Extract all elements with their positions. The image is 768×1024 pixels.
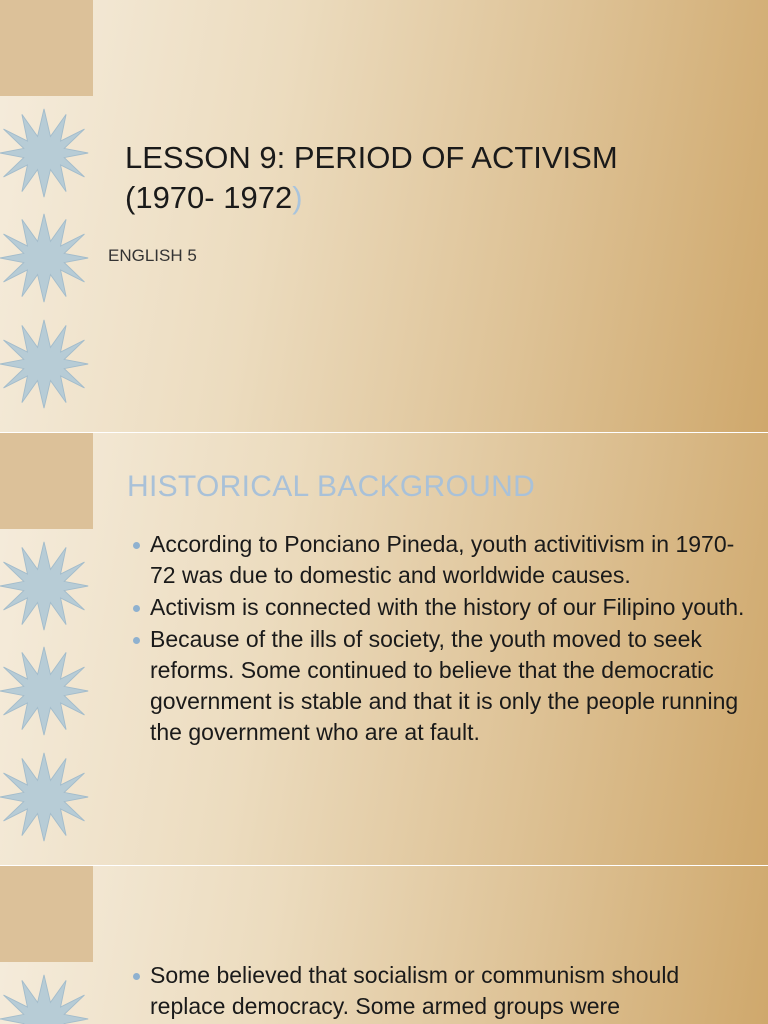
bullet-item: Some believed that socialism or communism should replace democracy. Some armed groups were xyxy=(130,960,755,1022)
mask-tile xyxy=(0,433,93,529)
bullet-list xyxy=(130,960,755,1023)
title-line-1: LESSON 9: PERIOD OF ACTIVISM xyxy=(125,140,618,175)
decor-strip xyxy=(0,866,93,1024)
bullet-item: Because of the ills of society, the youth moved to seek reforms. Some continued to believe that the democratic government is stable and that it is only the people running the government who are at fault. xyxy=(130,624,755,748)
star-icon xyxy=(0,647,88,735)
star-icon xyxy=(0,214,88,302)
decor-strip xyxy=(0,433,93,865)
bullet-item: Activism is connected with the history of our Filipino youth. xyxy=(130,592,755,623)
star-icon xyxy=(0,320,88,408)
star-icon xyxy=(0,975,88,1024)
mask-tile xyxy=(0,866,93,962)
star-icon xyxy=(0,542,88,630)
section-heading: HISTORICAL BACKGROUND xyxy=(127,470,536,503)
title-line-2 xyxy=(125,178,745,218)
title-paren: ) xyxy=(292,180,303,215)
slide-subtitle: ENGLISH 5 xyxy=(108,246,197,265)
decor-strip xyxy=(0,0,93,432)
star-icon xyxy=(0,109,88,197)
star-icon xyxy=(0,753,88,841)
title-years: (1970- 1972 xyxy=(125,180,293,215)
bullet-item: According to Ponciano Pineda, youth activitivism in 1970-72 was due to domestic and worldwide causes. xyxy=(130,529,755,591)
slide-title xyxy=(0,0,768,432)
bullet-list xyxy=(130,529,755,749)
mask-tile xyxy=(0,0,93,96)
slide-title-text xyxy=(125,138,745,218)
